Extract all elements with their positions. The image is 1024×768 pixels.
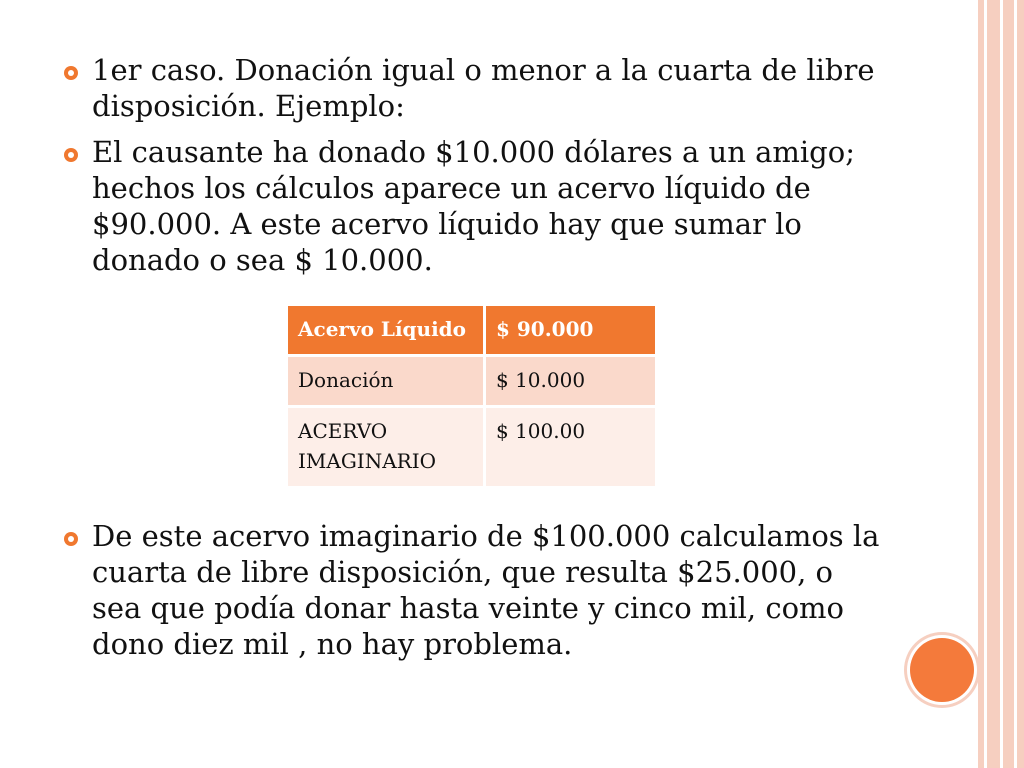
band-stripe — [984, 0, 987, 768]
table-row — [288, 408, 655, 486]
bullet-icon — [64, 532, 78, 546]
table-cell-value: $ 100.00 — [486, 408, 655, 486]
bullet-text-3: De este acervo imaginario de $100.000 calculamos la cuarta de libre disposición, que resulta $25.000, o sea que podía donar hasta veinte y cinco mil, como dono diez mil , no hay problema. — [92, 519, 880, 661]
decorative-side-band — [978, 0, 1024, 768]
table-cell-label: ACERVO IMAGINARIO — [288, 408, 483, 486]
table-cell-label: Donación — [288, 357, 483, 405]
acervo-table — [285, 303, 658, 489]
band-stripe — [1014, 0, 1017, 768]
table-row — [288, 357, 655, 405]
table-cell-value: $ 10.000 — [486, 357, 655, 405]
bullet-text-2: El causante ha donado $10.000 dólares a un amigo; hechos los cálculos aparece un acervo líquido de $90.000. A este acervo líquido hay que sumar lo donado o sea $ 10.000. — [92, 135, 855, 277]
bullet-icon — [64, 66, 78, 80]
table-row — [288, 306, 655, 354]
band-stripe — [1000, 0, 1003, 768]
bullet-text-1: 1er caso. Donación igual o menor a la cuarta de libre disposición. Ejemplo: — [92, 53, 875, 123]
table-cell-value: $ 90.000 — [486, 306, 655, 354]
decorative-circle — [910, 638, 974, 702]
bullet-icon — [64, 148, 78, 162]
table-cell-label: Acervo Líquido — [288, 306, 483, 354]
